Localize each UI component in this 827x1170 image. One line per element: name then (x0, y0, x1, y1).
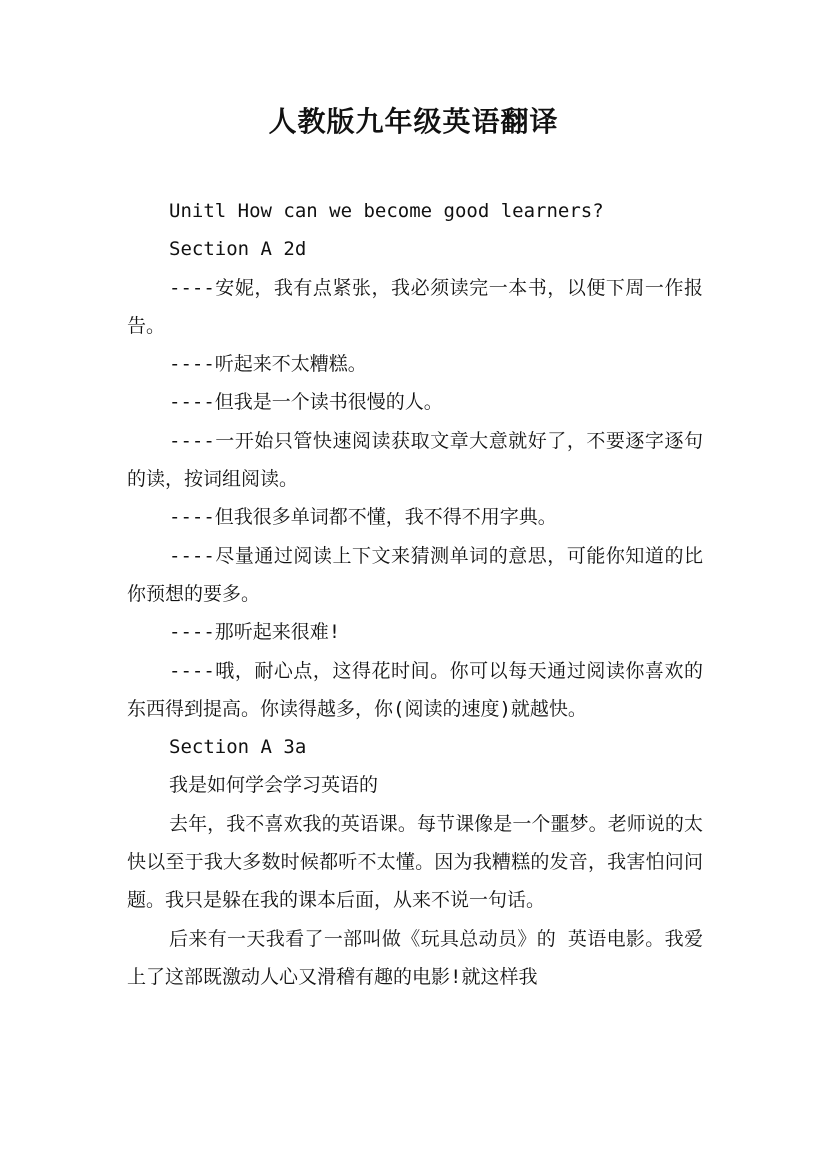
paragraph-dialogue-line: ----安妮，我有点紧张，我必须读完一本书，以便下周一作报告。 (127, 276, 703, 337)
paragraph-dialogue-line: ----但我是一个读书很慢的人。 (169, 391, 443, 414)
paragraph-section-heading: Section A 2d (169, 238, 307, 261)
paragraph-article-text: 后来有一天我看了一部叫做《玩具总动员》的 英语电影。我爱上了这部既激动人心又滑稽有趣的电影!就这样我 (127, 927, 703, 988)
document-title: 人教版九年级英语翻译 (268, 105, 559, 138)
paragraph-section-heading: Section A 3a (169, 736, 307, 759)
paragraph-unit-title: Unitl How can we become good learners? (169, 200, 604, 222)
paragraph-dialogue-line: ----听起来不太糟糕。 (169, 353, 367, 376)
paragraph-dialogue-line: ----尽量通过阅读上下文来猜测单词的意思，可能你知道的比你预想的要多。 (127, 544, 703, 605)
paragraph-article-title: 我是如何学会学习英语的 (169, 774, 379, 797)
document-body (127, 192, 703, 996)
paragraph-dialogue-line: ----但我很多单词都不懂，我不得不用字典。 (169, 506, 557, 529)
paragraph-dialogue-line: ----那听起来很难! (169, 621, 341, 644)
paragraph-dialogue-line: ----一开始只管快速阅读获取文章大意就好了，不要逐字逐句的读，按词组阅读。 (127, 429, 703, 491)
paragraph-dialogue-line: ----哦，耐心点，这得花时间。你可以每天通过阅读你喜欢的东西得到提高。你读得越多，你(阅读的速度)就越快。 (127, 659, 703, 720)
paragraph-article-text: 去年，我不喜欢我的英语课。每节课像是一个噩梦。老师说的太快以至于我大多数时候都听不太懂。因为我糟糕的发音，我害怕问问题。我只是躲在我的课本后面，从来不说一句话。 (127, 812, 703, 912)
